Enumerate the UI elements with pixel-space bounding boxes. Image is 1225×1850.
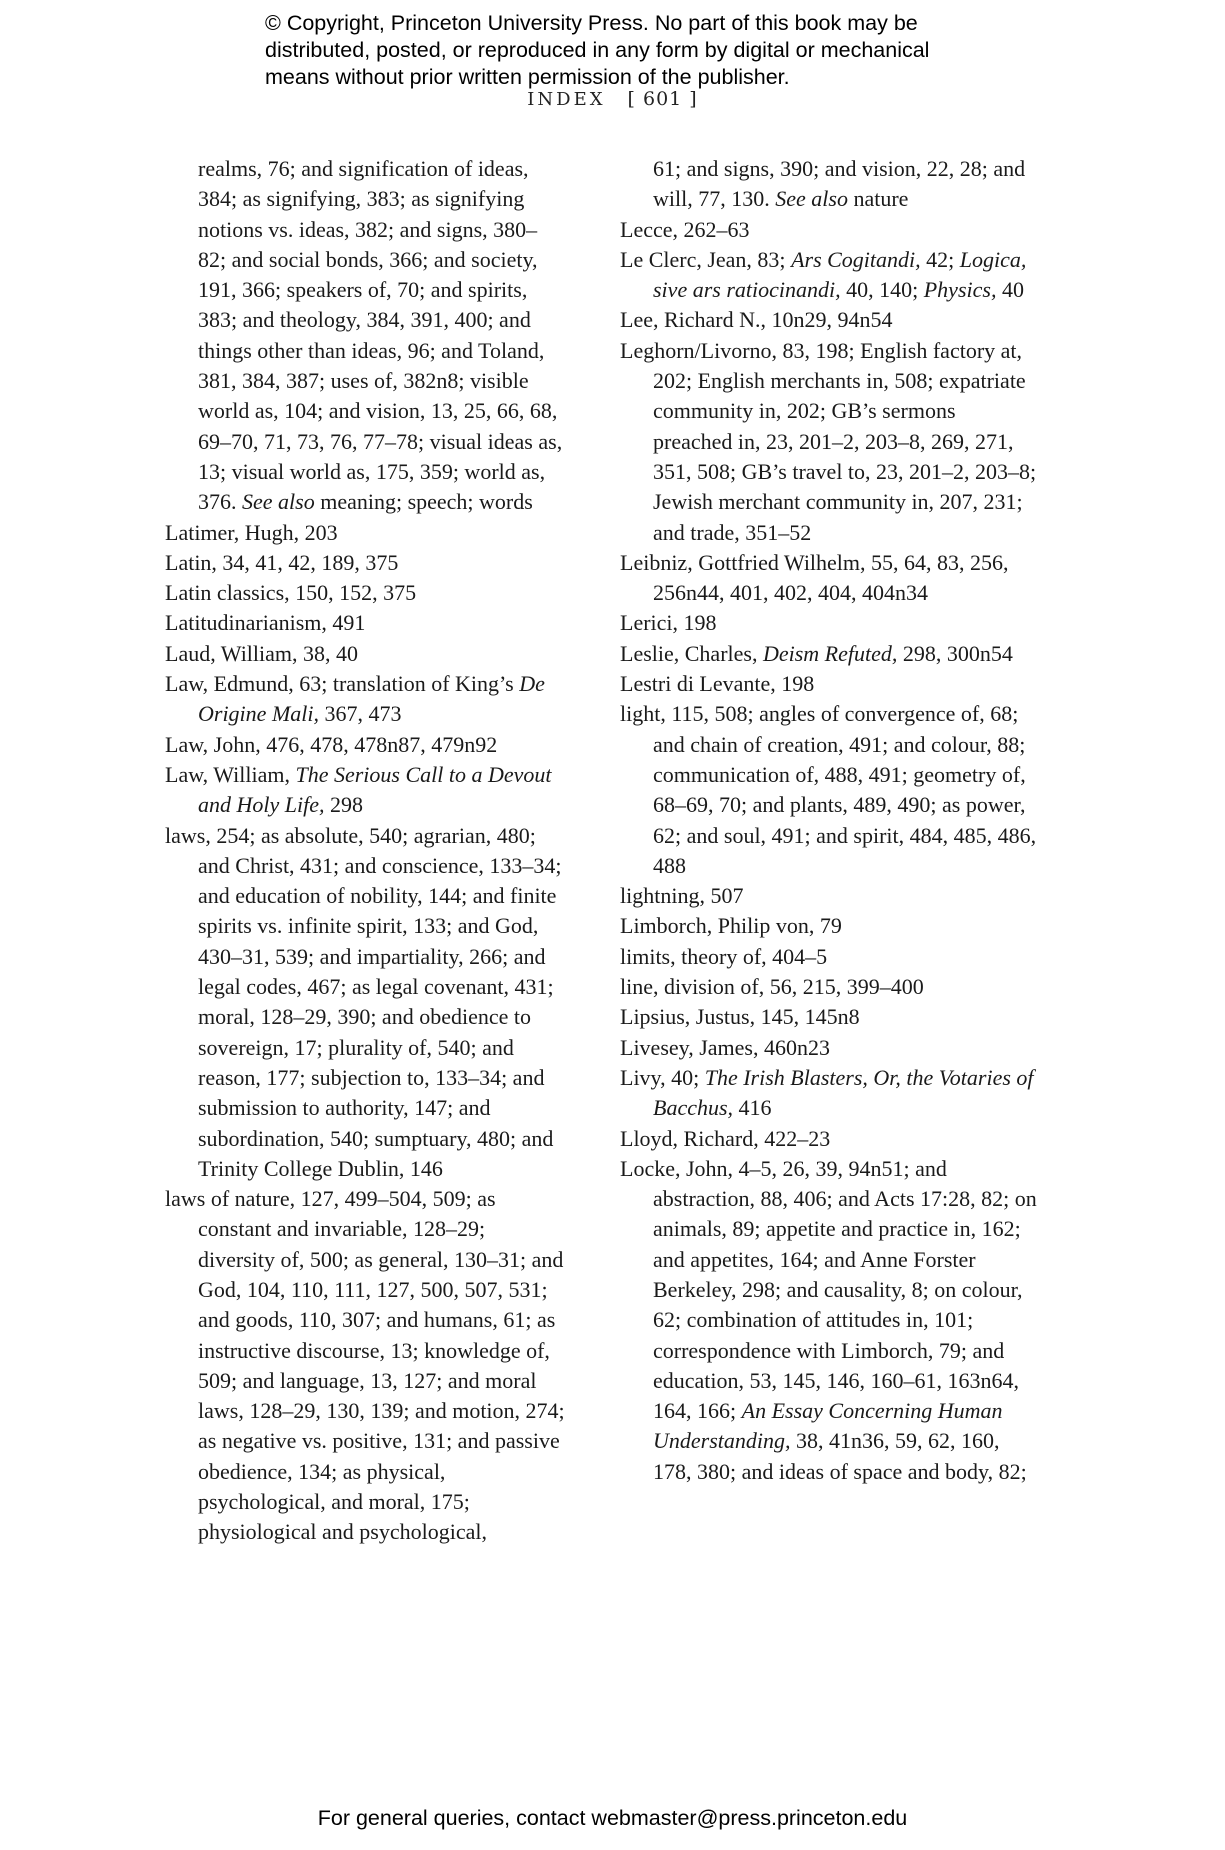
index-entry-line: line, division of, 56, 215, 399–400 [620, 974, 924, 1000]
index-entry-lestri: Lestri di Levante, 198 [620, 671, 815, 697]
index-entry-light: light, 115, 508; angles of convergence of, 68; and chain of creation, 491; and colour, 88; communication of, 488, 491; geometry of, 68–69, 70; and plants, 489, 490; as power, 62; and soul, 491; and spirit, 484, 485, 486, 488 [620, 701, 1037, 878]
page-number: [ 601 ] [627, 88, 698, 110]
index-entry-lloyd: Lloyd, Richard, 422–23 [620, 1125, 831, 1151]
index-entry-livesey: Livesey, James, 460n23 [620, 1034, 830, 1060]
index-entry-laud: Laud, William, 38, 40 [165, 640, 359, 666]
index-column-right [620, 154, 1040, 1487]
index-entry-limborch: Limborch, Philip von, 79 [620, 913, 842, 939]
index-entry-limits: limits, theory of, 404–5 [620, 943, 828, 969]
index-entry-livy: Livy, 40; The Irish Blasters, Or, the Votaries of Bacchus, 416 [620, 1064, 1034, 1121]
index-entry-latimer: Latimer, Hugh, 203 [165, 519, 338, 545]
index-entry-latitudinarianism: Latitudinarianism, 491 [165, 610, 366, 636]
index-entry-locke-cont: 61; and signs, 390; and vision, 22, 28; and will, 77, 130. See also nature [653, 156, 1026, 212]
index-entry-leghorn: Leghorn/Livorno, 83, 198; English factory at, 202; English merchants in, 508; expatriate community in, 202; GB’s sermons preached in, 23, 201–2, 203–8, 269, 271, 351, 508; GB’s travel to, 23, 201–2, 203–8; Jewish merchant community in, 207, 231; and trade, 351–52 [620, 337, 1037, 545]
index-entry-lipsius: Lipsius, Justus, 145, 145n8 [620, 1004, 860, 1030]
copyright-notice: © Copyright, Princeton University Press. No part of this book may be distributed, posted, or reproduced in any form by digital or mechanical means without prior written permission of the publisher. [265, 11, 930, 89]
footer-contact: For general queries, contact webmaster@press.princeton.edu [317, 1806, 908, 1830]
index-entry-laws: laws, 254; as absolute, 540; agrarian, 480; and Christ, 431; and conscience, 133–34; and education of nobility, 144; and finite spirits vs. infinite spirit, 133; and God, 430–31, 539; and impartiality, 266; and legal codes, 467; as legal covenant, 431; moral, 128–29, 390; and obedience to sovereign, 17; plurality of, 540; and reason, 177; subjection to, 133–34; and submission to authority, 147; and subordination, 540; sumptuary, 480; and Trinity College Dublin, 146 [165, 822, 562, 1181]
index-entry-locke: Locke, John, 4–5, 26, 39, 94n51; and abstraction, 88, 406; and Acts 17:28, 82; on animals, 89; appetite and practice in, 162; and appetites, 164; and Anne Forster Berkeley, 298; and causality, 8; on colour, 62; combination of attitudes in, 101; correspondence with Limborch, 79; and education, 53, 145, 146, 160–61, 163n64, 164, 166; An Essay Concerning Human Understanding, 38, 41n36, 59, 62, 160, 178, 380; and ideas of space and body, 82; [620, 1155, 1037, 1484]
index-column-left [165, 154, 565, 1548]
index-entry-lecce: Lecce, 262–63 [620, 216, 750, 242]
running-head [0, 88, 1225, 110]
index-entry-law-edmund: Law, Edmund, 63; translation of King’s De Origine Mali, 367, 473 [165, 671, 545, 727]
running-head-label: INDEX [527, 89, 606, 110]
index-entry-leibniz: Leibniz, Gottfried Wilhelm, 55, 64, 83, 256, 256n44, 401, 402, 404, 404n34 [620, 549, 1009, 606]
index-entry-law-john: Law, John, 476, 478, 478n87, 479n92 [165, 731, 498, 757]
index-entry-latin-classics: Latin classics, 150, 152, 375 [165, 580, 417, 606]
index-entry-realms-cont: realms, 76; and signification of ideas, 384; as signifying, 383; as signifying notions vs. ideas, 382; and signs, 380–82; and social bonds, 366; and society, 191, 366; speakers of, 70; and spirits, 383; and theology, 384, 391, 400; and things other than ideas, 96; and Toland, 381, 384, 387; uses of, 382n8; visible world as, 104; and vision, 13, 25, 66, 68, 69–70, 71, 73, 76, 77–78; visual ideas as, 13; visual world as, 175, 359; world as, 376. See also meaning; speech; words [198, 156, 563, 515]
index-entry-law-william: Law, William, The Serious Call to a Devout and Holy Life, 298 [165, 761, 552, 818]
index-entry-lerici: Lerici, 198 [620, 610, 717, 636]
index-entry-lightning: lightning, 507 [620, 883, 744, 909]
index-entry-le-clerc: Le Clerc, Jean, 83; Ars Cogitandi, 42; Logica, sive ars ratiocinandi, 40, 140; Physics, 40 [620, 246, 1027, 303]
index-entry-latin: Latin, 34, 41, 42, 189, 375 [165, 549, 399, 575]
index-entry-leslie: Leslie, Charles, Deism Refuted, 298, 300n54 [620, 640, 1013, 666]
index-entry-lee: Lee, Richard N., 10n29, 94n54 [620, 307, 893, 333]
index-entry-laws-of-nature: laws of nature, 127, 499–504, 509; as constant and invariable, 128–29; diversity of, 500; as general, 130–31; and God, 104, 110, 111, 127, 500, 507, 531; and goods, 110, 307; and humans, 61; as instructive discourse, 13; knowledge of, 509; and language, 13, 127; and moral laws, 128–29, 130, 139; and motion, 274; as negative vs. positive, 131; and passive obedience, 134; as physical, psychological, and moral, 175; physiological and psychological, [165, 1186, 565, 1545]
